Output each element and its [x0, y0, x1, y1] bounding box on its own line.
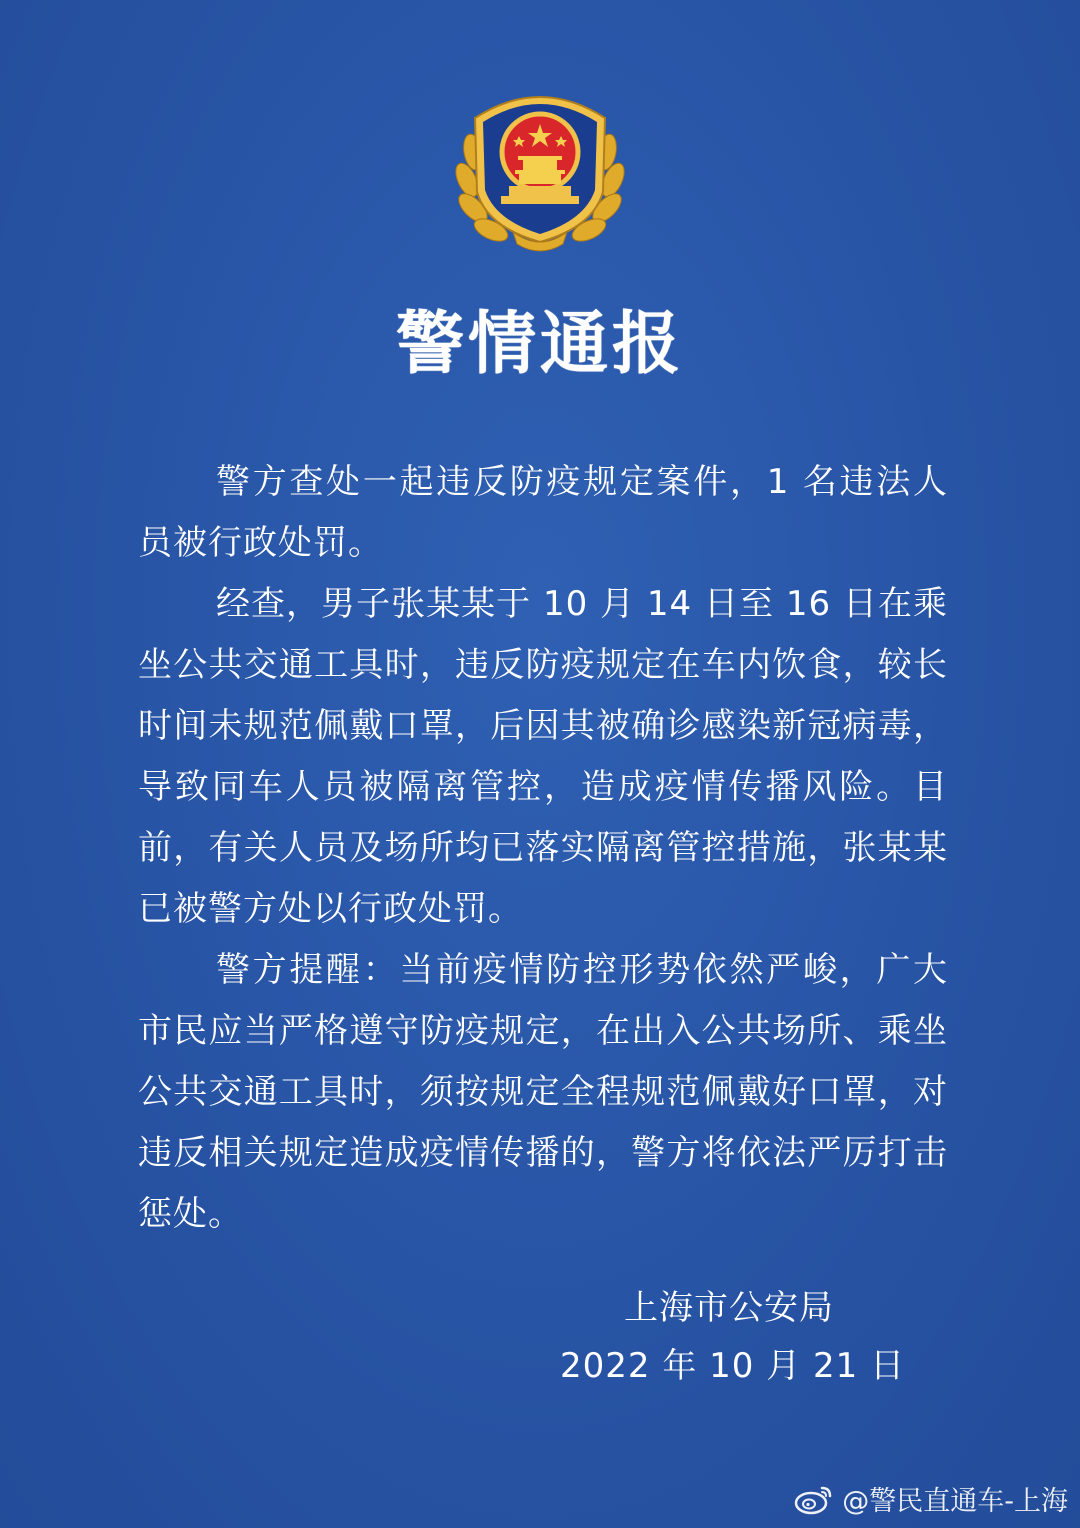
paragraph: 警方查处一起违反防疫规定案件，1 名违法人员被行政处罚。: [138, 462, 948, 563]
page-title: 警情通报: [395, 305, 684, 384]
watermark-text: @警民直通车-上海: [842, 1486, 1068, 1517]
paragraph: 经查，男子张某某于 10 月 14 日至 16 日在乘坐公共交通工具时，违反防疫规定在车内饮食，较长时间未规范佩戴口罩，后因其被确诊感染新冠病毒，导致同车人员被隔离管控，造成疫情传播风险。目前，有关人员及场所均已落实隔离管控措施，张某某已被警方处以行政处罚。: [138, 584, 948, 929]
paragraph: 警方提醒：当前疫情防控形势依然严峻，广大市民应当严格遵守防疫规定，在出入公共场所、乘坐公共交通工具时，须按规定全程规范佩戴好口罩，对违反相关规定造成疫情传播的，警方将依法严厉打击惩处。: [138, 950, 948, 1234]
weibo-watermark: [794, 1479, 1068, 1518]
issue-date: 2022 年 10 月 21 日: [560, 1346, 906, 1386]
issuing-organization: 上海市公安局: [624, 1288, 834, 1328]
notice-body: [138, 452, 948, 1245]
weibo-icon: [794, 1482, 834, 1516]
police-emblem-icon: [443, 82, 637, 258]
